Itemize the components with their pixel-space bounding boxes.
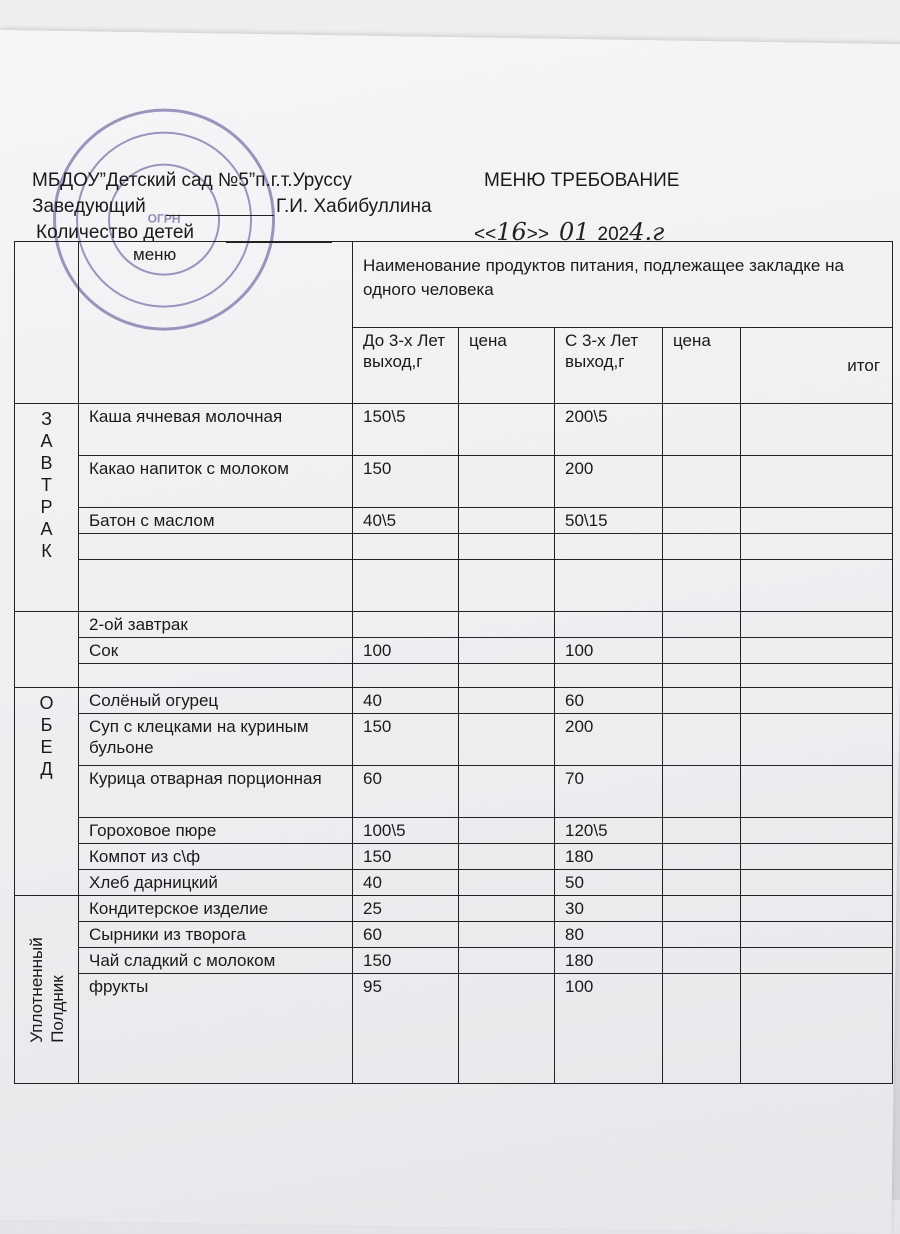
table-row	[15, 766, 893, 818]
price-cell	[663, 560, 741, 612]
head-name: Г.И. Хабибуллина	[276, 196, 432, 217]
signature-line	[166, 215, 274, 216]
date-day: 16	[496, 218, 527, 246]
col-price1-header: цена	[459, 328, 555, 404]
price-cell	[663, 922, 741, 948]
under3-yield: 150	[353, 948, 459, 974]
products-header: Наименование продуктов питания, подлежащее закладке на одного человека	[353, 242, 893, 328]
price-cell	[663, 612, 741, 638]
price-cell	[663, 766, 741, 818]
dish-name	[79, 664, 353, 688]
price-cell	[459, 844, 555, 870]
section-label-second-breakfast	[15, 612, 79, 688]
col-under3-header: До 3-х Лет выход,г	[353, 328, 459, 404]
table-row	[15, 688, 893, 714]
head-label: Заведующий	[32, 196, 146, 217]
price-cell	[663, 896, 741, 922]
price-cell	[459, 612, 555, 638]
children-count-label: Количество детей	[36, 222, 195, 243]
over3-yield	[555, 612, 663, 638]
under3-yield: 95	[353, 974, 459, 1084]
dish-name: Кондитерское изделие	[79, 896, 353, 922]
price-cell	[663, 714, 741, 766]
total-cell	[741, 974, 893, 1084]
table-row	[15, 922, 893, 948]
date-month: 01	[558, 218, 590, 246]
table-header-row	[15, 242, 893, 328]
dish-name: Чай сладкий с молоком	[79, 948, 353, 974]
under3-yield	[353, 664, 459, 688]
section-label-snack-text	[26, 937, 68, 1043]
price-cell	[663, 844, 741, 870]
price-cell	[663, 404, 741, 456]
section-label-lunch: О Б Е Д	[15, 688, 79, 896]
price-cell	[459, 922, 555, 948]
total-cell	[741, 714, 893, 766]
total-cell	[741, 456, 893, 508]
over3-yield: 100	[555, 974, 663, 1084]
price-cell	[459, 948, 555, 974]
table-row	[15, 508, 893, 534]
dish-name: Компот из с\ф	[79, 844, 353, 870]
table-row	[15, 714, 893, 766]
under3-yield: 100\5	[353, 818, 459, 844]
over3-yield: 70	[555, 766, 663, 818]
price-cell	[663, 664, 741, 688]
date-open: <<	[474, 224, 497, 245]
price-cell	[663, 456, 741, 508]
under3-yield: 60	[353, 922, 459, 948]
price-cell	[459, 896, 555, 922]
total-cell	[741, 688, 893, 714]
table-row	[15, 664, 893, 688]
table-row	[15, 404, 893, 456]
over3-yield: 200	[555, 714, 663, 766]
total-cell	[741, 560, 893, 612]
date-mid: >>	[526, 224, 549, 245]
dish-name: Сок	[79, 638, 353, 664]
col-price2-header: цена	[663, 328, 741, 404]
under3-yield	[353, 534, 459, 560]
under3-yield: 40	[353, 870, 459, 896]
price-cell	[459, 974, 555, 1084]
total-cell	[741, 612, 893, 638]
dish-name: Каша ячневая молочная	[79, 404, 353, 456]
total-cell	[741, 844, 893, 870]
dish-name: фрукты	[79, 974, 353, 1084]
dish-name: Суп с клецками на куриным бульоне	[79, 714, 353, 766]
under3-yield: 40\5	[353, 508, 459, 534]
over3-yield	[555, 534, 663, 560]
table-row	[15, 896, 893, 922]
over3-yield: 50\15	[555, 508, 663, 534]
price-cell	[459, 714, 555, 766]
price-cell	[663, 948, 741, 974]
table-row	[15, 534, 893, 560]
table-row	[15, 638, 893, 664]
date-year-handwritten: 4.г	[629, 218, 665, 246]
price-cell	[459, 818, 555, 844]
price-cell	[459, 560, 555, 612]
over3-yield: 60	[555, 688, 663, 714]
under3-yield: 100	[353, 638, 459, 664]
total-cell	[741, 404, 893, 456]
stamp-text: ОГРН	[147, 211, 181, 226]
dish-name: Курица отварная порционная	[79, 766, 353, 818]
price-cell	[459, 664, 555, 688]
total-cell	[741, 896, 893, 922]
price-cell	[459, 404, 555, 456]
over3-yield: 180	[555, 844, 663, 870]
dish-name	[79, 534, 353, 560]
total-cell	[741, 922, 893, 948]
dish-name: Солёный огурец	[79, 688, 353, 714]
table-row	[15, 560, 893, 612]
header-menu-cell	[79, 242, 353, 404]
total-cell	[741, 508, 893, 534]
snack-label-line1: Уплотненный	[26, 936, 46, 1043]
price-cell	[663, 870, 741, 896]
under3-yield	[353, 560, 459, 612]
dish-name: 2-ой завтрак	[79, 612, 353, 638]
price-cell	[459, 638, 555, 664]
over3-yield: 50	[555, 870, 663, 896]
price-cell	[663, 508, 741, 534]
table-row	[15, 456, 893, 508]
col-over3-header: С 3-х Лет выход,г	[555, 328, 663, 404]
under3-yield: 150\5	[353, 404, 459, 456]
under3-yield: 60	[353, 766, 459, 818]
over3-yield	[555, 664, 663, 688]
col-total-label: итог	[847, 356, 881, 375]
under3-yield: 150	[353, 844, 459, 870]
price-cell	[459, 456, 555, 508]
total-cell	[741, 870, 893, 896]
price-cell	[663, 818, 741, 844]
over3-yield: 80	[555, 922, 663, 948]
table-row	[15, 974, 893, 1084]
over3-yield: 30	[555, 896, 663, 922]
section-label-breakfast: З А В Т Р А К	[15, 404, 79, 612]
total-cell	[741, 948, 893, 974]
price-cell	[663, 974, 741, 1084]
menu-label: меню	[133, 245, 177, 264]
table-row	[15, 612, 893, 638]
over3-yield: 180	[555, 948, 663, 974]
header-section-cell	[15, 242, 79, 404]
price-cell	[459, 534, 555, 560]
over3-yield: 100	[555, 638, 663, 664]
total-cell	[741, 766, 893, 818]
under3-yield: 150	[353, 714, 459, 766]
over3-yield: 120\5	[555, 818, 663, 844]
price-cell	[459, 766, 555, 818]
snack-label-line2: Полдник	[47, 974, 67, 1043]
dish-name: Батон с маслом	[79, 508, 353, 534]
total-cell	[741, 664, 893, 688]
menu-table	[14, 241, 893, 1084]
price-cell	[459, 870, 555, 896]
section-label-snack	[15, 896, 79, 1084]
price-cell	[459, 688, 555, 714]
over3-yield: 200	[555, 456, 663, 508]
dish-name	[79, 560, 353, 612]
total-cell	[741, 534, 893, 560]
under3-yield: 40	[353, 688, 459, 714]
dish-name: Сырники из творога	[79, 922, 353, 948]
table-row	[15, 870, 893, 896]
over3-yield	[555, 560, 663, 612]
over3-yield: 200\5	[555, 404, 663, 456]
total-cell	[741, 818, 893, 844]
table-row	[15, 844, 893, 870]
total-cell	[741, 638, 893, 664]
dish-name: Гороховое пюре	[79, 818, 353, 844]
dish-name: Какао напиток с молоком	[79, 456, 353, 508]
date-year: 202	[597, 224, 630, 245]
organization-name: МБДОУ”Детский сад №5”п.г.т.Уруссу	[32, 170, 352, 191]
table-row	[15, 818, 893, 844]
under3-yield: 150	[353, 456, 459, 508]
price-cell	[663, 534, 741, 560]
price-cell	[663, 688, 741, 714]
document-title: МЕНЮ ТРЕБОВАНИЕ	[484, 170, 680, 191]
under3-yield: 25	[353, 896, 459, 922]
under3-yield	[353, 612, 459, 638]
dish-name: Хлеб дарницкий	[79, 870, 353, 896]
col-total-header	[741, 328, 893, 404]
price-cell	[663, 638, 741, 664]
table-row	[15, 948, 893, 974]
price-cell	[459, 508, 555, 534]
